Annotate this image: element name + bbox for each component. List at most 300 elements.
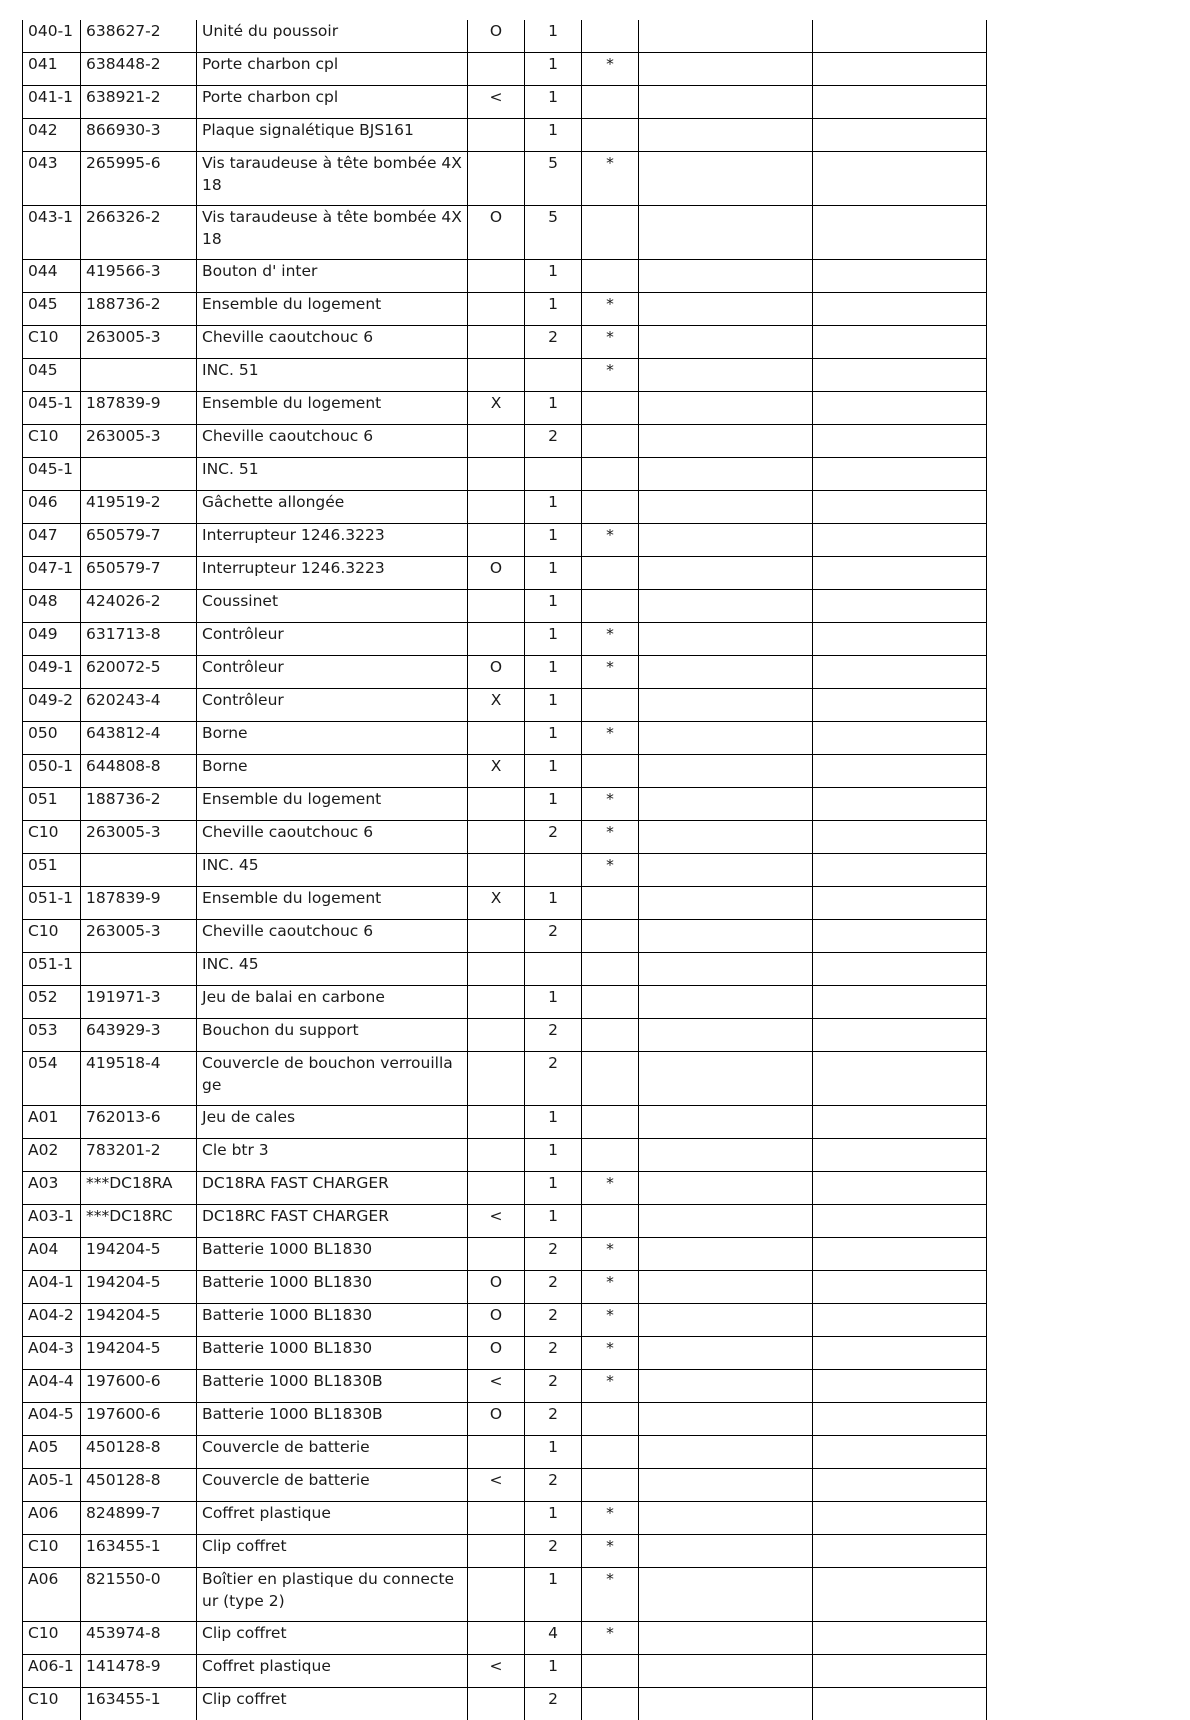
empty-cell-1 — [639, 623, 813, 656]
description-text: INC. 51 — [202, 359, 462, 381]
mark-cell — [582, 20, 639, 53]
description-cell — [197, 1568, 468, 1622]
quantity-cell — [525, 986, 582, 1019]
change-note-cell — [468, 623, 525, 656]
quantity-text: 4 — [530, 1622, 576, 1644]
item-ref-text: 041-1 — [28, 86, 75, 108]
part-number-cell — [81, 53, 197, 86]
empty-cell-1 — [639, 53, 813, 86]
item-ref-cell — [23, 788, 81, 821]
mark-cell — [582, 821, 639, 854]
description-cell — [197, 260, 468, 293]
quantity-cell — [525, 920, 582, 953]
table-row — [23, 887, 987, 920]
part-number-text: 638448-2 — [86, 53, 191, 75]
mark-text: * — [587, 821, 633, 843]
item-ref-text: A04-4 — [28, 1370, 75, 1392]
change-note-text: < — [473, 1370, 519, 1392]
item-ref-text: 044 — [28, 260, 75, 282]
table-row — [23, 1205, 987, 1238]
item-ref-cell — [23, 1106, 81, 1139]
empty-cell-2 — [813, 491, 987, 524]
part-number-text: 263005-3 — [86, 425, 191, 447]
mark-cell — [582, 1205, 639, 1238]
empty-cell-1 — [639, 1535, 813, 1568]
mark-cell — [582, 1238, 639, 1271]
change-note-cell — [468, 1052, 525, 1106]
quantity-text: 1 — [530, 623, 576, 645]
change-note-cell — [468, 986, 525, 1019]
mark-cell — [582, 854, 639, 887]
empty-cell-1 — [639, 788, 813, 821]
description-text: Ensemble du logement — [202, 392, 462, 414]
part-number-text: 620072-5 — [86, 656, 191, 678]
empty-cell-1 — [639, 887, 813, 920]
description-cell — [197, 392, 468, 425]
empty-cell-2 — [813, 788, 987, 821]
description-text: Couvercle de batterie — [202, 1469, 462, 1491]
quantity-cell — [525, 458, 582, 491]
part-number-text: 163455-1 — [86, 1688, 191, 1710]
part-number-text: 188736-2 — [86, 788, 191, 810]
part-number-cell — [81, 1106, 197, 1139]
item-ref-text: 051 — [28, 788, 75, 810]
empty-cell-2 — [813, 623, 987, 656]
quantity-cell — [525, 1337, 582, 1370]
empty-cell-1 — [639, 821, 813, 854]
empty-cell-2 — [813, 854, 987, 887]
empty-cell-2 — [813, 722, 987, 755]
empty-cell-2 — [813, 1019, 987, 1052]
empty-cell-2 — [813, 821, 987, 854]
empty-cell-1 — [639, 425, 813, 458]
mark-text: * — [587, 623, 633, 645]
mark-cell — [582, 260, 639, 293]
quantity-text: 1 — [530, 1172, 576, 1194]
description-cell — [197, 1502, 468, 1535]
item-ref-cell — [23, 86, 81, 119]
part-number-text: 194204-5 — [86, 1238, 191, 1260]
mark-cell — [582, 425, 639, 458]
table-row — [23, 1436, 987, 1469]
part-number-cell — [81, 821, 197, 854]
item-ref-text: 043 — [28, 152, 75, 174]
item-ref-text: 051-1 — [28, 887, 75, 909]
description-cell — [197, 359, 468, 392]
part-number-text: 419518-4 — [86, 1052, 191, 1074]
part-number-cell — [81, 854, 197, 887]
quantity-cell — [525, 260, 582, 293]
item-ref-text: A03-1 — [28, 1205, 75, 1227]
empty-cell-2 — [813, 326, 987, 359]
description-cell — [197, 1436, 468, 1469]
item-ref-cell — [23, 53, 81, 86]
description-cell — [197, 986, 468, 1019]
item-ref-text: 051-1 — [28, 953, 75, 975]
part-number-cell — [81, 722, 197, 755]
quantity-cell — [525, 119, 582, 152]
mark-cell — [582, 293, 639, 326]
table-row — [23, 1403, 987, 1436]
quantity-cell — [525, 53, 582, 86]
empty-cell-1 — [639, 1106, 813, 1139]
part-number-cell — [81, 1469, 197, 1502]
mark-cell — [582, 1304, 639, 1337]
change-note-cell — [468, 1139, 525, 1172]
part-number-text: 266326-2 — [86, 206, 191, 228]
mark-cell — [582, 656, 639, 689]
item-ref-text: 050 — [28, 722, 75, 744]
empty-cell-2 — [813, 119, 987, 152]
part-number-text: 450128-8 — [86, 1469, 191, 1491]
change-note-cell — [468, 557, 525, 590]
part-number-text: 424026-2 — [86, 590, 191, 612]
quantity-cell — [525, 1568, 582, 1622]
part-number-text: 453974-8 — [86, 1622, 191, 1644]
item-ref-text: A06 — [28, 1502, 75, 1524]
part-number-text: 650579-7 — [86, 524, 191, 546]
empty-cell-1 — [639, 152, 813, 206]
description-cell — [197, 20, 468, 53]
change-note-text: O — [473, 206, 519, 228]
table-row — [23, 854, 987, 887]
item-ref-text: C10 — [28, 1535, 75, 1557]
quantity-cell — [525, 293, 582, 326]
item-ref-text: 040-1 — [28, 20, 75, 42]
quantity-cell — [525, 1139, 582, 1172]
description-text: Borne — [202, 755, 462, 777]
quantity-cell — [525, 524, 582, 557]
part-number-text: 187839-9 — [86, 392, 191, 414]
quantity-text: 1 — [530, 1106, 576, 1128]
table-row — [23, 1052, 987, 1106]
part-number-cell — [81, 1436, 197, 1469]
description-text: Jeu de cales — [202, 1106, 462, 1128]
quantity-cell — [525, 1688, 582, 1720]
part-number-cell — [81, 86, 197, 119]
table-row — [23, 293, 987, 326]
item-ref-cell — [23, 557, 81, 590]
item-ref-text: A05 — [28, 1436, 75, 1458]
quantity-text: 5 — [530, 152, 576, 174]
description-cell — [197, 1370, 468, 1403]
empty-cell-2 — [813, 1568, 987, 1622]
part-number-text: 263005-3 — [86, 821, 191, 843]
table-row — [23, 557, 987, 590]
description-text: INC. 45 — [202, 953, 462, 975]
quantity-cell — [525, 656, 582, 689]
description-cell — [197, 656, 468, 689]
item-ref-text: A03 — [28, 1172, 75, 1194]
empty-cell-1 — [639, 293, 813, 326]
description-cell — [197, 53, 468, 86]
item-ref-text: C10 — [28, 821, 75, 843]
empty-cell-1 — [639, 1271, 813, 1304]
part-number-cell — [81, 1337, 197, 1370]
table-row — [23, 1238, 987, 1271]
table-row — [23, 986, 987, 1019]
item-ref-text: 045-1 — [28, 458, 75, 480]
quantity-text: 1 — [530, 986, 576, 1008]
mark-cell — [582, 1469, 639, 1502]
empty-cell-1 — [639, 119, 813, 152]
part-number-cell — [81, 458, 197, 491]
mark-cell — [582, 206, 639, 260]
change-note-cell — [468, 953, 525, 986]
change-note-cell — [468, 392, 525, 425]
item-ref-cell — [23, 1535, 81, 1568]
part-number-cell — [81, 1139, 197, 1172]
quantity-cell — [525, 1502, 582, 1535]
mark-text: * — [587, 1337, 633, 1359]
description-text: Batterie 1000 BL1830 — [202, 1304, 462, 1326]
quantity-cell — [525, 1205, 582, 1238]
mark-cell — [582, 458, 639, 491]
mark-cell — [582, 1106, 639, 1139]
item-ref-text: A04-2 — [28, 1304, 75, 1326]
change-note-cell — [468, 1370, 525, 1403]
empty-cell-2 — [813, 920, 987, 953]
empty-cell-2 — [813, 524, 987, 557]
part-number-cell — [81, 1052, 197, 1106]
empty-cell-2 — [813, 1535, 987, 1568]
change-note-cell — [468, 689, 525, 722]
part-number-cell — [81, 206, 197, 260]
change-note-cell — [468, 821, 525, 854]
mark-cell — [582, 722, 639, 755]
quantity-cell — [525, 392, 582, 425]
empty-cell-1 — [639, 689, 813, 722]
description-cell — [197, 1238, 468, 1271]
description-text: Interrupteur 1246.3223 — [202, 557, 462, 579]
mark-cell — [582, 1337, 639, 1370]
change-note-cell — [468, 722, 525, 755]
description-text: Gâchette allongée — [202, 491, 462, 513]
mark-cell — [582, 392, 639, 425]
table-row — [23, 1304, 987, 1337]
description-text: Batterie 1000 BL1830B — [202, 1403, 462, 1425]
description-cell — [197, 152, 468, 206]
item-ref-text: 048 — [28, 590, 75, 612]
mark-cell — [582, 1502, 639, 1535]
quantity-cell — [525, 590, 582, 623]
empty-cell-2 — [813, 1337, 987, 1370]
description-text: Cheville caoutchouc 6 — [202, 425, 462, 447]
description-cell — [197, 206, 468, 260]
part-number-cell — [81, 953, 197, 986]
mark-cell — [582, 1436, 639, 1469]
table-row — [23, 326, 987, 359]
change-note-cell — [468, 854, 525, 887]
quantity-text: 1 — [530, 887, 576, 909]
quantity-text: 2 — [530, 1370, 576, 1392]
item-ref-cell — [23, 119, 81, 152]
description-cell — [197, 1535, 468, 1568]
item-ref-cell — [23, 491, 81, 524]
change-note-cell — [468, 1403, 525, 1436]
empty-cell-2 — [813, 1436, 987, 1469]
part-number-text: 187839-9 — [86, 887, 191, 909]
change-note-cell — [468, 20, 525, 53]
item-ref-text: C10 — [28, 326, 75, 348]
empty-cell-1 — [639, 1238, 813, 1271]
mark-cell — [582, 689, 639, 722]
description-cell — [197, 1304, 468, 1337]
empty-cell-1 — [639, 260, 813, 293]
quantity-cell — [525, 1052, 582, 1106]
mark-text: * — [587, 1568, 633, 1590]
description-cell — [197, 590, 468, 623]
quantity-cell — [525, 491, 582, 524]
part-number-text: 638921-2 — [86, 86, 191, 108]
part-number-cell — [81, 887, 197, 920]
change-note-text: < — [473, 1469, 519, 1491]
part-number-text: ***DC18RC — [86, 1205, 191, 1227]
change-note-cell — [468, 788, 525, 821]
table-row — [23, 1172, 987, 1205]
change-note-cell — [468, 458, 525, 491]
quantity-cell — [525, 1403, 582, 1436]
part-number-cell — [81, 1304, 197, 1337]
quantity-text: 1 — [530, 1655, 576, 1677]
description-text: Cheville caoutchouc 6 — [202, 920, 462, 942]
quantity-cell — [525, 557, 582, 590]
quantity-text: 2 — [530, 1337, 576, 1359]
part-number-cell — [81, 326, 197, 359]
mark-cell — [582, 590, 639, 623]
change-note-text: < — [473, 1205, 519, 1227]
description-text: Clip coffret — [202, 1688, 462, 1710]
description-text: Couvercle de batterie — [202, 1436, 462, 1458]
mark-cell — [582, 1019, 639, 1052]
description-text: Interrupteur 1246.3223 — [202, 524, 462, 546]
empty-cell-1 — [639, 920, 813, 953]
empty-cell-2 — [813, 887, 987, 920]
change-note-cell — [468, 1469, 525, 1502]
empty-cell-1 — [639, 656, 813, 689]
item-ref-text: 049 — [28, 623, 75, 645]
item-ref-text: C10 — [28, 1622, 75, 1644]
empty-cell-2 — [813, 1106, 987, 1139]
empty-cell-2 — [813, 359, 987, 392]
empty-cell-2 — [813, 1469, 987, 1502]
item-ref-text: 045 — [28, 293, 75, 315]
table-row — [23, 1139, 987, 1172]
part-number-cell — [81, 491, 197, 524]
item-ref-text: A04-1 — [28, 1271, 75, 1293]
parts-table — [22, 20, 987, 1720]
description-text: Boîtier en plastique du connecte ur (type 2) — [202, 1568, 462, 1612]
empty-cell-1 — [639, 326, 813, 359]
change-note-text: O — [473, 656, 519, 678]
description-cell — [197, 722, 468, 755]
empty-cell-1 — [639, 1436, 813, 1469]
empty-cell-2 — [813, 755, 987, 788]
part-number-cell — [81, 1535, 197, 1568]
quantity-cell — [525, 1535, 582, 1568]
change-note-cell — [468, 1568, 525, 1622]
mark-text: * — [587, 1304, 633, 1326]
item-ref-cell — [23, 293, 81, 326]
description-text: Couvercle de bouchon verrouilla ge — [202, 1052, 462, 1096]
part-number-text: 783201-2 — [86, 1139, 191, 1161]
part-number-cell — [81, 590, 197, 623]
item-ref-cell — [23, 1205, 81, 1238]
quantity-text: 1 — [530, 119, 576, 141]
mark-cell — [582, 152, 639, 206]
part-number-cell — [81, 1238, 197, 1271]
quantity-cell — [525, 1106, 582, 1139]
empty-cell-2 — [813, 1271, 987, 1304]
description-text: Unité du poussoir — [202, 20, 462, 42]
description-text: Bouton d' inter — [202, 260, 462, 282]
item-ref-cell — [23, 1370, 81, 1403]
quantity-text: 1 — [530, 260, 576, 282]
table-row — [23, 119, 987, 152]
mark-text: * — [587, 152, 633, 174]
part-number-cell — [81, 425, 197, 458]
mark-text: * — [587, 1172, 633, 1194]
quantity-cell — [525, 1304, 582, 1337]
change-note-cell — [468, 524, 525, 557]
quantity-cell — [525, 1370, 582, 1403]
change-note-cell — [468, 491, 525, 524]
mark-text: * — [587, 788, 633, 810]
mark-cell — [582, 788, 639, 821]
quantity-text: 1 — [530, 755, 576, 777]
change-note-cell — [468, 1172, 525, 1205]
empty-cell-1 — [639, 86, 813, 119]
part-number-cell — [81, 260, 197, 293]
quantity-text: 2 — [530, 1688, 576, 1710]
table-row — [23, 821, 987, 854]
table-row — [23, 1535, 987, 1568]
empty-cell-2 — [813, 458, 987, 491]
item-ref-cell — [23, 392, 81, 425]
empty-cell-1 — [639, 359, 813, 392]
empty-cell-2 — [813, 1052, 987, 1106]
description-text: Bouchon du support — [202, 1019, 462, 1041]
mark-cell — [582, 1622, 639, 1655]
item-ref-text: A04-3 — [28, 1337, 75, 1359]
quantity-cell — [525, 953, 582, 986]
change-note-cell — [468, 1688, 525, 1720]
empty-cell-2 — [813, 392, 987, 425]
item-ref-cell — [23, 1172, 81, 1205]
quantity-text: 1 — [530, 557, 576, 579]
description-text: Batterie 1000 BL1830 — [202, 1238, 462, 1260]
empty-cell-1 — [639, 1568, 813, 1622]
empty-cell-1 — [639, 458, 813, 491]
quantity-cell — [525, 206, 582, 260]
empty-cell-1 — [639, 20, 813, 53]
item-ref-cell — [23, 206, 81, 260]
quantity-cell — [525, 1622, 582, 1655]
mark-text: * — [587, 293, 633, 315]
quantity-text: 1 — [530, 1502, 576, 1524]
empty-cell-1 — [639, 986, 813, 1019]
table-row — [23, 206, 987, 260]
change-note-cell — [468, 326, 525, 359]
description-text: Jeu de balai en carbone — [202, 986, 462, 1008]
change-note-text: < — [473, 1655, 519, 1677]
part-number-text: 631713-8 — [86, 623, 191, 645]
mark-cell — [582, 1535, 639, 1568]
quantity-text: 1 — [530, 1568, 576, 1590]
item-ref-text: 042 — [28, 119, 75, 141]
item-ref-cell — [23, 152, 81, 206]
mark-cell — [582, 86, 639, 119]
